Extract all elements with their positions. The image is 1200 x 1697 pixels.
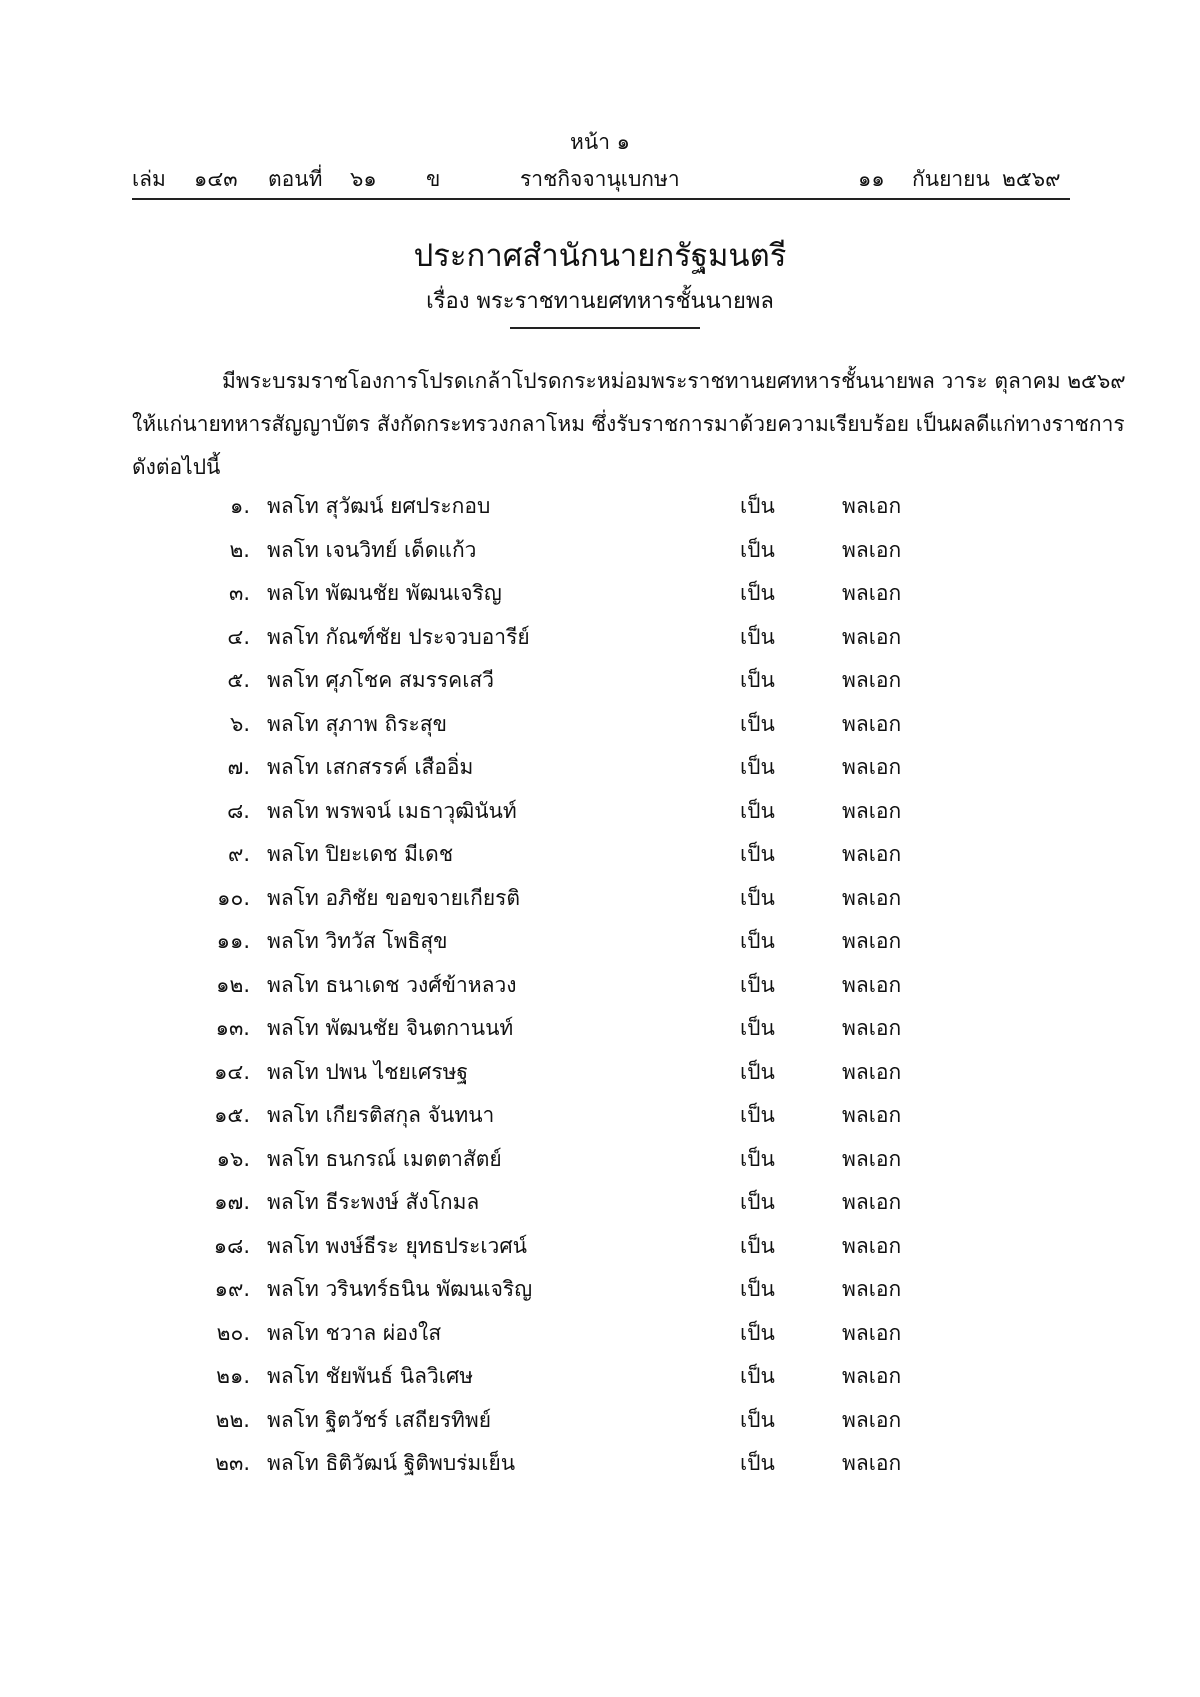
entry-connector: เป็น [740, 1146, 775, 1171]
new-rank: พลเอก [842, 1103, 902, 1127]
new-rank: พลเอก [842, 1059, 902, 1084]
entry-number: ๒๒. [215, 1407, 250, 1432]
new-rank: พลเอก [842, 885, 902, 910]
officer-name: พลโท วิทวัส โพธิสุข [267, 929, 448, 953]
page-number: หน้า ๑ [570, 130, 630, 154]
entry-connector: เป็น [740, 885, 775, 910]
list-item [0, 1317, 1200, 1357]
entry-number: ๑๘. [213, 1233, 250, 1258]
entry-number: ๖. [229, 711, 250, 736]
officer-name: พลโท สุวัฒน์ ยศประกอบ [267, 494, 491, 518]
list-item [0, 1186, 1200, 1226]
entry-connector: เป็น [740, 537, 775, 562]
list-item [0, 795, 1200, 835]
entry-connector: เป็น [740, 1364, 775, 1388]
title-divider [510, 327, 700, 329]
new-rank: พลเอก [842, 798, 902, 823]
entry-number: ๑๔. [214, 1059, 250, 1084]
officer-name: พลโท ชัยพันธ์ นิลวิเศษ [267, 1364, 474, 1388]
officer-name: พลโท ฐิตวัชร์ เสถียรทิพย์ [267, 1407, 492, 1432]
entry-connector: เป็น [740, 1103, 775, 1127]
entry-number: ๑๕. [214, 1103, 250, 1127]
entry-number: ๘. [227, 798, 250, 823]
announcement-subject: เรื่อง พระราชทานยศทหารชั้นนายพล [426, 289, 774, 314]
entry-connector: เป็น [740, 798, 775, 823]
new-rank: พลเอก [842, 1146, 902, 1171]
entry-number: ๑๗. [214, 1190, 250, 1214]
officer-name: พลโท พงษ์ธีระ ยุทธประเวศน์ [267, 1233, 528, 1258]
entry-connector: เป็น [740, 1451, 775, 1475]
list-item [0, 838, 1200, 878]
entry-number: ๗. [227, 755, 250, 779]
officer-name: พลโท ธนาเดช วงศ์ข้าหลวง [267, 972, 517, 997]
entry-number: ๒๐. [216, 1320, 250, 1345]
list-item [0, 1273, 1200, 1313]
new-rank: พลเอก [842, 581, 902, 605]
new-rank: พลเอก [842, 755, 902, 779]
list-item [0, 1404, 1200, 1444]
new-rank: พลเอก [842, 972, 902, 997]
new-rank: พลเอก [842, 1233, 902, 1258]
list-item [0, 664, 1200, 704]
new-rank: พลเอก [842, 842, 902, 866]
officer-name: พลโท ศุภโชค สมรรคเสวี [267, 668, 494, 692]
entry-connector: เป็น [740, 494, 775, 518]
new-rank: พลเอก [842, 1320, 902, 1345]
entry-connector: เป็น [740, 1233, 775, 1258]
list-item [0, 1012, 1200, 1052]
list-item [0, 882, 1200, 922]
entry-connector: เป็น [740, 842, 775, 866]
gazette-header [132, 163, 1070, 193]
entry-number: ๑๒. [216, 972, 250, 997]
officer-name: พลโท ปิยะเดช มีเดช [267, 842, 454, 866]
officer-name: พลโท เจนวิทย์ เด็ดแก้ว [267, 537, 477, 562]
entry-number: ๙. [227, 842, 250, 866]
list-item [0, 969, 1200, 1009]
officer-name: พลโท วรินทร์ธนิน พัฒนเจริญ [267, 1277, 533, 1301]
entry-number: ๑๑. [216, 929, 250, 953]
list-item [0, 490, 1200, 530]
date-month: กันยายน [912, 167, 990, 191]
section-label: ตอนที่ [268, 167, 323, 191]
officer-name: พลโท กัณฑ์ชัย ประจวบอารีย์ [267, 624, 530, 649]
entry-number: ๕. [227, 668, 250, 692]
officer-name: พลโท ธิติวัฒน์ ฐิติพบร่มเย็น [267, 1451, 516, 1475]
entry-connector: เป็น [740, 1320, 775, 1345]
new-rank: พลเอก [842, 929, 902, 953]
list-item [0, 577, 1200, 617]
officer-name: พลโท พัฒนชัย พัฒนเจริญ [267, 581, 502, 605]
new-rank: พลเอก [842, 1451, 902, 1475]
entry-connector: เป็น [740, 1407, 775, 1432]
gazette-name: ราชกิจจานุเบกษา [520, 167, 680, 191]
entry-number: ๒. [229, 537, 250, 562]
new-rank: พลเอก [842, 1190, 902, 1214]
list-item [0, 534, 1200, 574]
announcement-title: ประกาศสำนักนายกรัฐมนตรี [413, 238, 787, 274]
list-item [0, 1230, 1200, 1270]
entry-connector: เป็น [740, 755, 775, 779]
officer-name: พลโท สุภาพ ถิระสุข [267, 711, 447, 736]
list-item [0, 708, 1200, 748]
paragraph-line-3: ดังต่อไปนี้ [132, 455, 221, 479]
entry-number: ๑๐. [217, 885, 250, 910]
entry-number: ๔. [227, 624, 250, 649]
paragraph-line-2: ให้แก่นายทหารสัญญาบัตร สังกัดกระทรวงกลาโหม ซึ่งรับราชการมาด้วยความเรียบร้อย เป็นผลดีแก่ทางราชการ [132, 412, 1125, 436]
entry-number: ๑๓. [215, 1016, 250, 1040]
entry-number: ๒๑. [216, 1364, 250, 1388]
new-rank: พลเอก [842, 494, 902, 518]
officer-name: พลโท พัฒนชัย จินตกานนท์ [267, 1016, 514, 1040]
volume-number: ๑๔๓ [194, 167, 238, 191]
officer-name: พลโท เกียรติสกุล จันทนา [267, 1103, 495, 1127]
entry-connector: เป็น [740, 668, 775, 692]
list-item [0, 751, 1200, 791]
entry-number: ๒๓. [215, 1451, 250, 1475]
list-item [0, 925, 1200, 965]
officer-name: พลโท ธนกรณ์ เมตตาสัตย์ [267, 1146, 502, 1171]
list-item [0, 1143, 1200, 1183]
list-item [0, 1447, 1200, 1487]
list-item [0, 1360, 1200, 1400]
entry-number: ๓. [228, 581, 250, 605]
officer-name: พลโท ชวาล ผ่องใส [267, 1320, 442, 1345]
list-item [0, 1056, 1200, 1096]
entry-connector: เป็น [740, 581, 775, 605]
volume-label: เล่ม [132, 167, 166, 191]
entry-number: ๑๙. [214, 1277, 250, 1301]
entry-number: ๑. [229, 494, 250, 518]
entry-connector: เป็น [740, 1277, 775, 1301]
new-rank: พลเอก [842, 1407, 902, 1432]
new-rank: พลเอก [842, 711, 902, 736]
officer-name: พลโท อภิชัย ขอขจายเกียรติ [267, 885, 521, 910]
new-rank: พลเอก [842, 1277, 902, 1301]
list-item [0, 1099, 1200, 1139]
entry-connector: เป็น [740, 1059, 775, 1084]
list-item [0, 621, 1200, 661]
officer-name: พลโท เสกสรรค์ เสืออิ่ม [267, 755, 474, 779]
date-day: ๑๑ [858, 167, 885, 191]
officer-name: พลโท พรพจน์ เมธาวุฒินันท์ [267, 798, 517, 823]
entry-connector: เป็น [740, 711, 775, 736]
new-rank: พลเอก [842, 1364, 902, 1388]
entry-number: ๑๖. [216, 1146, 250, 1171]
new-rank: พลเอก [842, 668, 902, 692]
entry-connector: เป็น [740, 624, 775, 649]
section-number: ๖๑ [350, 167, 377, 191]
entry-connector: เป็น [740, 929, 775, 953]
entry-connector: เป็น [740, 1190, 775, 1214]
section-suffix: ข [426, 167, 441, 191]
header-divider [132, 198, 1070, 200]
new-rank: พลเอก [842, 537, 902, 562]
new-rank: พลเอก [842, 624, 902, 649]
new-rank: พลเอก [842, 1016, 902, 1040]
entry-connector: เป็น [740, 1016, 775, 1040]
paragraph-line-1: มีพระบรมราชโองการโปรดเกล้าโปรดกระหม่อมพระราชทานยศทหารชั้นนายพล วาระ ตุลาคม ๒๕๖๙ [222, 369, 1126, 393]
officer-name: พลโท ปพน ไชยเศรษฐ [267, 1059, 469, 1084]
officer-name: พลโท ธีระพงษ์ สังโกมล [267, 1190, 480, 1214]
entry-connector: เป็น [740, 972, 775, 997]
date-year: ๒๕๖๙ [1002, 167, 1061, 191]
